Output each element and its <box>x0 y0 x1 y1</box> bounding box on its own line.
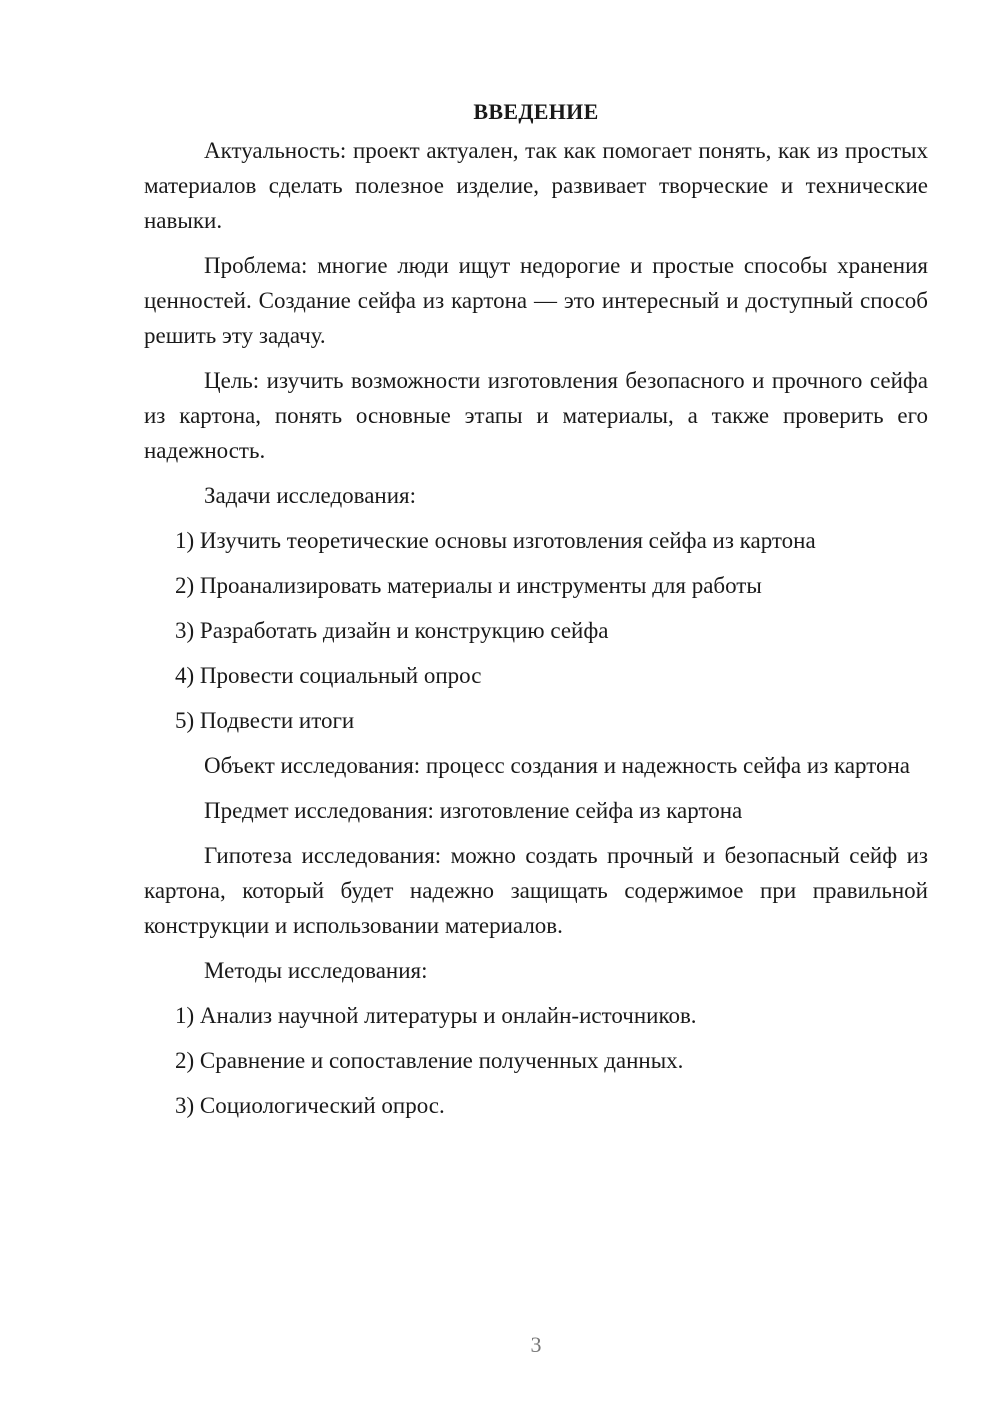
list-item: 4) Провести социальный опрос <box>175 663 482 688</box>
relevance-paragraph: Актуальность: проект актуален, так как помогает понять, как из простых материалов сделать полезное изделие, развивает творческие и технические навыки. <box>144 138 928 233</box>
methods-heading: Методы исследования: <box>204 958 428 983</box>
hypothesis-paragraph: Гипотеза исследования: можно создать прочный и безопасный сейф из картона, который будет надежно защищать содержимое при правильной конструкции и использовании материалов. <box>144 843 928 938</box>
object-paragraph: Объект исследования: процесс создания и надежность сейфа из картона <box>204 753 910 778</box>
list-item: 5) Подвести итоги <box>175 708 355 733</box>
list-item: 3) Разработать дизайн и конструкцию сейфа <box>175 618 609 643</box>
goal-paragraph: Цель: изучить возможности изготовления безопасного и прочного сейфа из картона, понять основные этапы и материалы, а также проверить его надежность. <box>144 368 928 463</box>
tasks-heading: Задачи исследования: <box>204 483 417 508</box>
list-item: 2) Сравнение и сопоставление полученных данных. <box>175 1048 684 1073</box>
page-body <box>144 94 928 1133</box>
section-title: ВВЕДЕНИЕ <box>473 99 599 124</box>
list-item: 1) Анализ научной литературы и онлайн-источников. <box>175 1003 697 1028</box>
list-item: 3) Социологический опрос. <box>175 1093 445 1118</box>
list-item: 1) Изучить теоретические основы изготовления сейфа из картона <box>175 528 816 553</box>
subject-paragraph: Предмет исследования: изготовление сейфа из картона <box>204 798 743 823</box>
tasks-list <box>144 523 928 738</box>
list-item: 2) Проанализировать материалы и инструменты для работы <box>175 573 762 598</box>
page-number: 3 <box>530 1332 542 1357</box>
problem-paragraph: Проблема: многие люди ищут недорогие и простые способы хранения ценностей. Создание сейфа из картона — это интересный и доступный способ решить эту задачу. <box>144 253 928 348</box>
methods-list <box>144 998 928 1123</box>
